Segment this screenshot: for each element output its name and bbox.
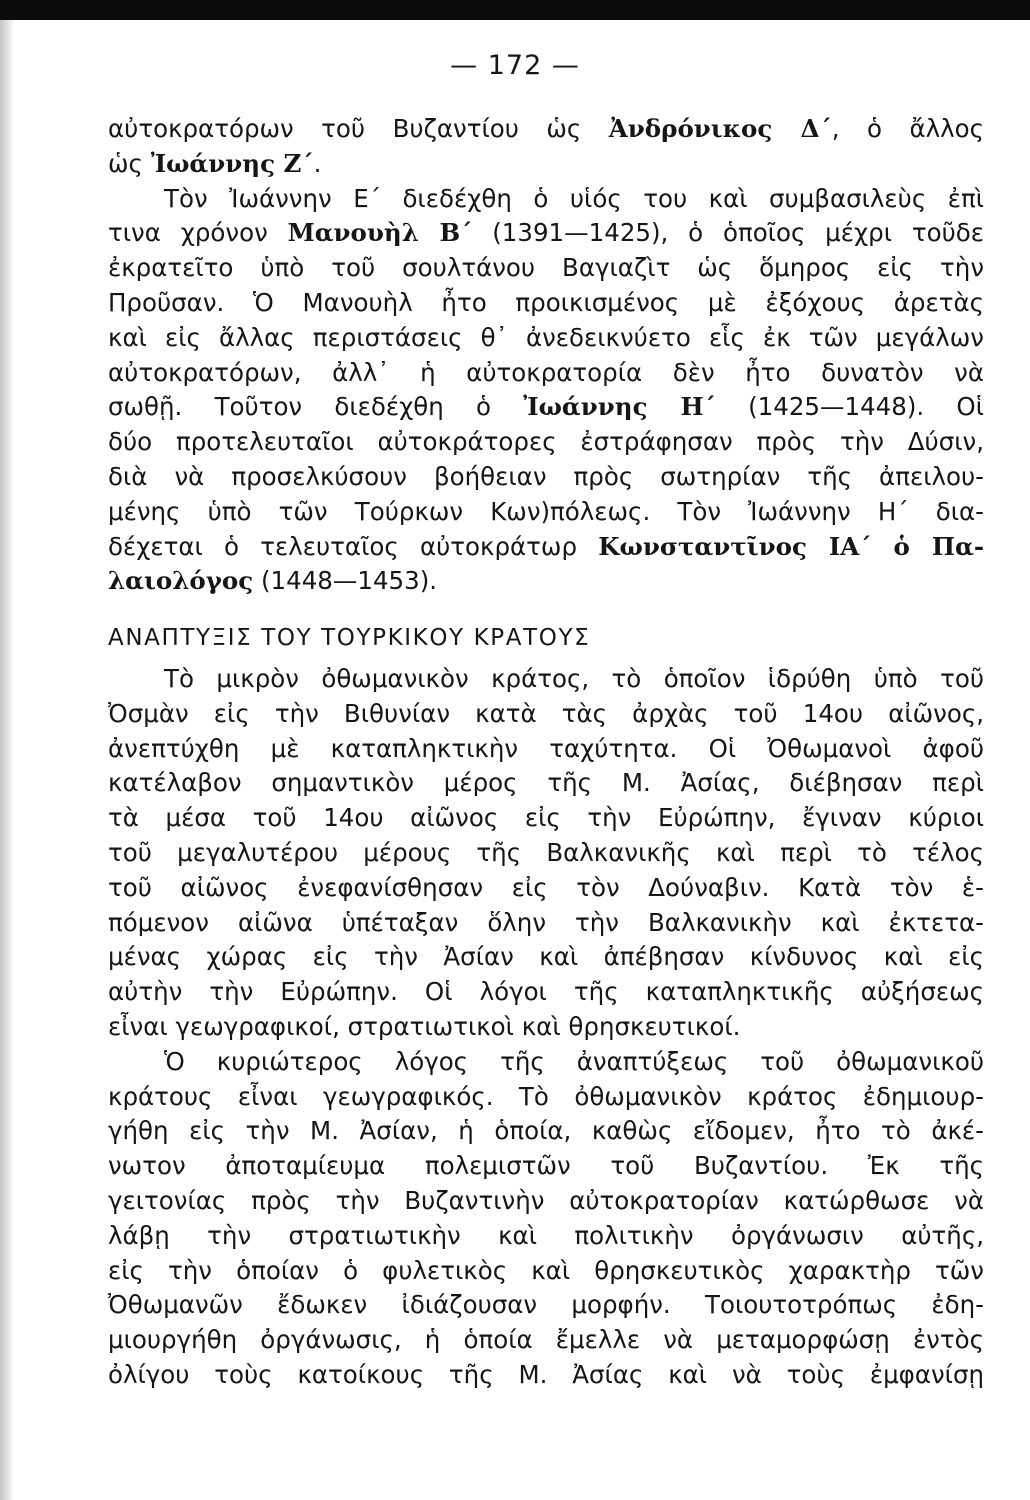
text-line: κράτους εἶναι γεωγραφικός. Τὸ ὀθωμανικὸν κράτος ἐδημιουρ- [108, 1081, 984, 1111]
page-number: — 172 — [450, 50, 580, 81]
text-line: αὐτοκρατόρων, ἀλλ᾽ ἡ αὐτοκρατορία δὲν ἦτο δυνατὸν νὰ [108, 357, 984, 387]
emperor-name: Μανουὴλ Β΄ [287, 218, 473, 248]
text-line: μένης ὑπὸ τῶν Τούρκων Κων)πόλεως. Τὸν Ἰωάννην Η΄ δια- [108, 496, 984, 526]
text-line: ἀνεπτύχθη μὲ καταπληκτικὴν ταχύτητα. Οἱ Ὀθωμανοὶ ἀφοῦ [108, 733, 984, 763]
text-line: ἐκρατεῖτο ὑπὸ τοῦ σουλτάνου Βαγιαζὶτ ὡς ὅμηρος εἰς τὴν [108, 253, 984, 283]
text-line: Ὁ κυριώτερος λόγος τῆς ἀναπτύξεως τοῦ ὀθωμανικοῦ [164, 1046, 984, 1076]
text-line: ὀλίγου τοὺς κατοίκους τῆς Μ. Ἀσίας καὶ νὰ τοὺς ἐμφανίσῃ [108, 1359, 984, 1389]
text-line: μένας χώρας εἰς τὴν Ἀσίαν καὶ ἀπέβησαν κίνδυνος καὶ εἰς [108, 942, 984, 972]
text-line: Τὸν Ἰωάννην Ε΄ διεδέχθη ὁ υἱός του καὶ συμβασιλεὺς ἐπὶ [164, 183, 984, 213]
text-line: ὡς Ἰωάννης Ζ΄. [108, 148, 322, 178]
text-line: Προῦσαν. Ὁ Μανουὴλ ἦτο προικισμένος μὲ ἐξόχους ἀρετὰς [108, 287, 984, 317]
text-line: τὰ μέσα τοῦ 14ου αἰῶνος εἰς τὴν Εὐρώπην, ἔγιναν κύριοι [108, 803, 984, 833]
text-line: διὰ νὰ προσελκύσουν βοήθειαν πρὸς σωτηρίαν τῆς ἀπειλου- [108, 461, 984, 491]
text-line: πόμενον αἰῶνα ὑπέταξαν ὅλην τὴν Βαλκανικὴν καὶ ἐκτετα- [108, 907, 984, 937]
emperor-name: Ἰωάννης Ζ΄ [150, 148, 314, 178]
text-line: δύο προτελευταῖοι αὐτοκράτορες ἐστράφησαν πρὸς τὴν Δύσιν, [108, 427, 984, 457]
text-line: μιουργήθη ὀργάνωσις, ἡ ὁποία ἔμελλε νὰ μεταμορφώσῃ ἐντὸς [108, 1325, 984, 1355]
text-line: σωθῇ. Τοῦτον διεδέχθη ὁ Ἰωάννης Η΄ (1425—1448). Οἱ [108, 392, 984, 422]
section-heading: ΑΝΑΠΤΥΞΙΣ ΤΟΥ ΤΟΥΡΚΙΚΟΥ ΚΡΑΤΟΥΣ [108, 625, 591, 652]
book-spine-shadow [0, 20, 14, 1500]
text-line: Ὀσμὰν εἰς τὴν Βιθυνίαν κατὰ τὰς ἀρχὰς τοῦ 14ου αἰῶνος, [108, 698, 984, 728]
text-line: λαιολόγος (1448—1453). [108, 566, 438, 596]
text-line: νωτον ἀποταμίευμα πολεμιστῶν τοῦ Βυζαντίου. Ἐκ τῆς [108, 1151, 984, 1181]
text-line: τινα χρόνον Μανουὴλ Β΄ (1391—1425), ὁ ὁποῖος μέχρι τοῦδε [108, 218, 984, 248]
text-line: τοῦ αἰῶνος ἐνεφανίσθησαν εἰς τὸν Δούναβιν. Κατὰ τὸν ἑ- [108, 872, 984, 902]
page-body [108, 112, 984, 1393]
emperor-name: Ἀνδρόνικος Δ΄ [608, 114, 832, 143]
text-line: γειτονίας πρὸς τὴν Βυζαντινὴν αὐτοκρατορίαν κατώρθωσε νὰ [108, 1185, 984, 1215]
text-line: κατέλαβον σημαντικὸν μέρος τῆς Μ. Ἀσίας, διέβησαν περὶ [108, 768, 984, 798]
text-line: εἶναι γεωγραφικοί, στρατιωτικοὶ καὶ θρησκευτικοί. [108, 1011, 741, 1041]
emperor-name: Κωνσταντῖνος ΙΑ΄ ὁ Πα- [598, 531, 984, 561]
text-line: δέχεται ὁ τελευταῖος αὐτοκράτωρ Κωνσταντῖνος ΙΑ΄ ὁ Πα- [108, 531, 984, 561]
text-line: λάβῃ τὴν στρατιωτικὴν καὶ πολιτικὴν ὀργάνωσιν αὐτῆς, [108, 1220, 984, 1250]
text-line: εἰς τὴν ὁποίαν ὁ φυλετικὸς καὶ θρησκευτικὸς χαρακτὴρ τῶν [108, 1255, 984, 1285]
text-line: Ὀθωμανῶν ἔδωκεν ἰδιάζουσαν μορφήν. Τοιουτοτρόπως ἐδη- [108, 1290, 984, 1320]
text-line: αὐτὴν τὴν Εὐρώπην. Οἱ λόγοι τῆς καταπληκτικῆς αὐξήσεως [108, 977, 984, 1007]
text-line: καὶ εἰς ἄλλας περιστάσεις θ᾽ ἀνεδεικνύετο εἷς ἐκ τῶν μεγάλων [108, 322, 984, 352]
text-line: γήθη εἰς τὴν Μ. Ἀσίαν, ἡ ὁποία, καθὼς εἴδομεν, ἦτο τὸ ἀκέ- [108, 1116, 984, 1146]
text-line: Τὸ μικρὸν ὀθωμανικὸν κράτος, τὸ ὁποῖον ἱδρύθη ὑπὸ τοῦ [164, 663, 984, 693]
text-line: τοῦ μεγαλυτέρου μέρους τῆς Βαλκανικῆς καὶ περὶ τὸ τέλος [108, 837, 984, 867]
emperor-name: λαιολόγος [108, 566, 254, 596]
text-line: αὐτοκρατόρων τοῦ Βυζαντίου ὡς Ἀνδρόνικος Δ΄, ὁ ἄλλος [108, 114, 985, 143]
emperor-name: Ἰωάννης Η΄ [523, 392, 716, 422]
scan-top-border [0, 0, 1030, 20]
